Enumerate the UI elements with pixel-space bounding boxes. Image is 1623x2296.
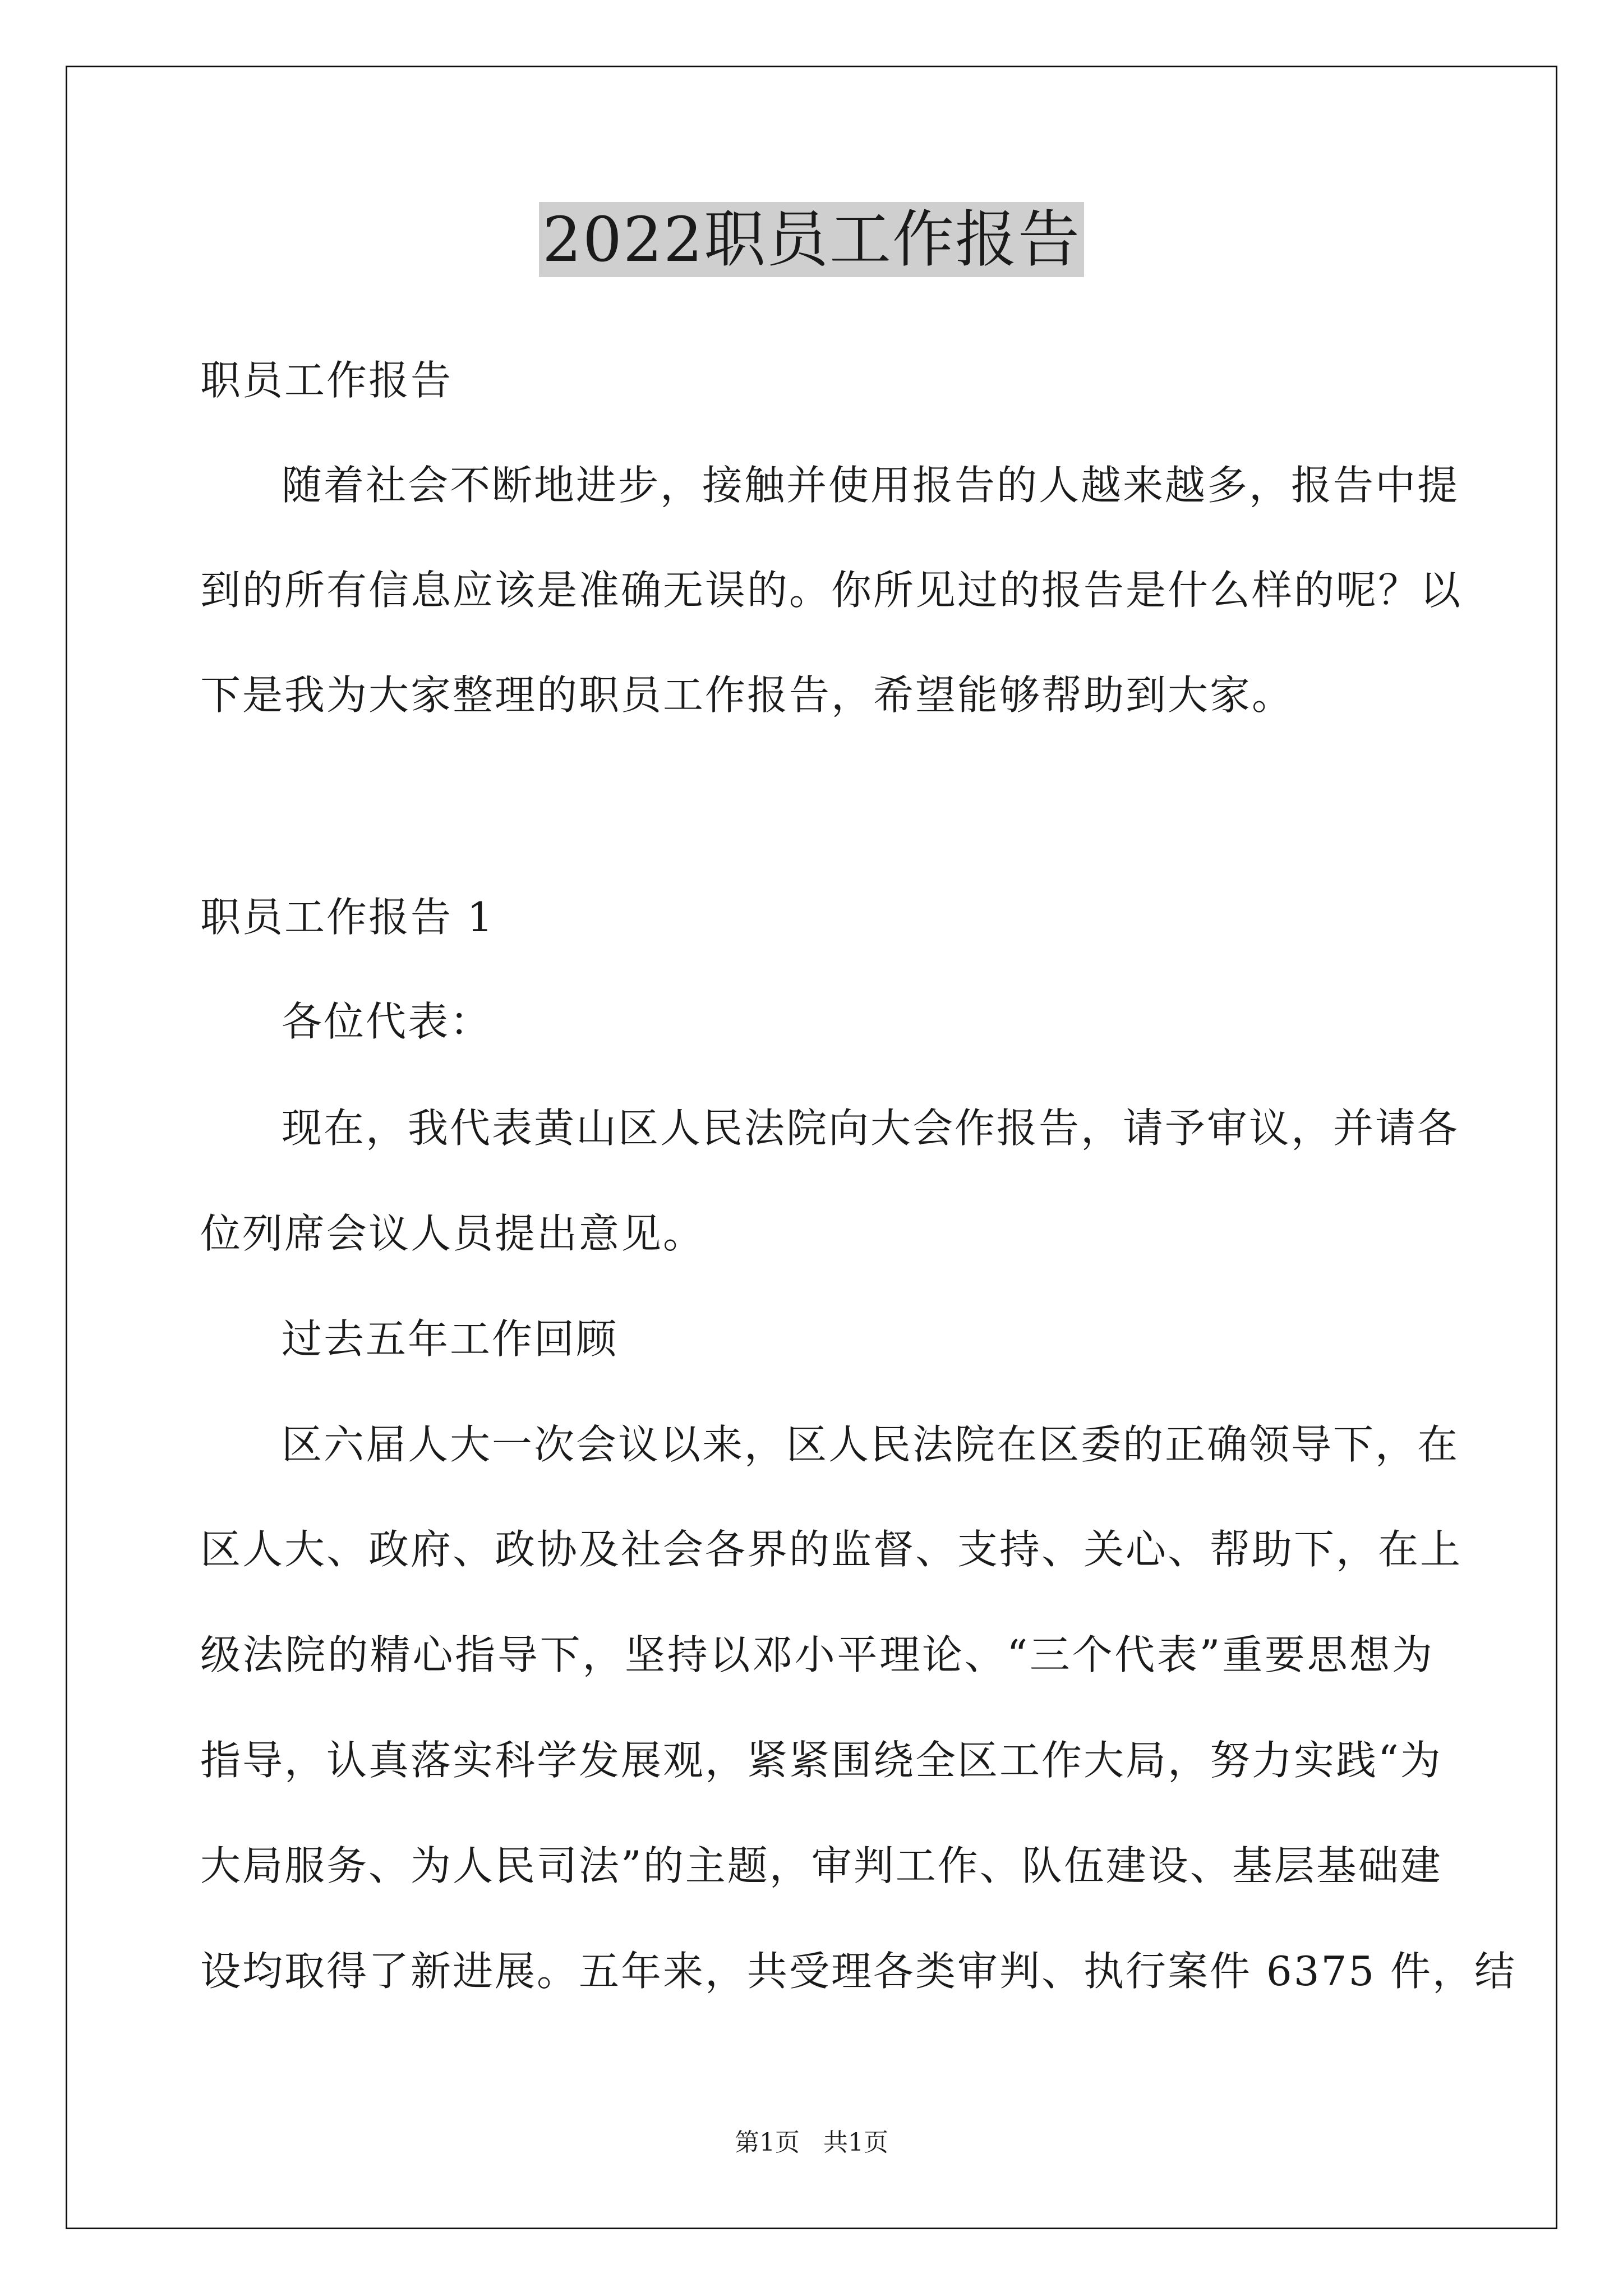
subheading-line: 过去五年工作回顾 — [282, 1315, 619, 1363]
body-line-3: 区六届人大一次会议以来，区人民法院在区委的正确领导下，在 — [282, 1421, 1460, 1468]
body-line-4: 区人大、政府、政协及社会各界的监督、支持、关心、帮助下，在上 — [200, 1526, 1463, 1573]
body-line-8: 设均取得了新进展。五年来，共受理各类审判、执行案件 6375 件，结 — [200, 1948, 1517, 1995]
body-line-6: 指导，认真落实科学发展观，紧紧围绕全区工作大局，努力实践“为 — [200, 1737, 1442, 1784]
body-line-5: 级法院的精心指导下，坚持以邓小平理论、“三个代表”重要思想为 — [200, 1631, 1434, 1678]
salutation-line: 各位代表： — [282, 998, 492, 1045]
title-wrap — [0, 202, 1623, 277]
body-line-7: 大局服务、为人民司法”的主题，审判工作、队伍建设、基层基础建 — [200, 1842, 1442, 1889]
intro-line-3: 下是我为大家整理的职员工作报告，希望能够帮助到大家。 — [200, 671, 1294, 719]
page-footer: 第1页 共1页 — [735, 2128, 888, 2157]
document-title: 2022职员工作报告 — [539, 202, 1084, 277]
intro-line-2: 到的所有信息应该是准确无误的。你所见过的报告是什么样的呢？以 — [200, 567, 1463, 614]
intro-line-1: 随着社会不断地进步，接触并使用报告的人越来越多，报告中提 — [282, 462, 1460, 509]
body-line-2: 位列席会议人员提出意见。 — [200, 1210, 706, 1257]
subtitle-line: 职员工作报告 — [200, 357, 453, 404]
section-heading: 职员工作报告 1 — [200, 894, 495, 941]
body-line-1: 现在，我代表黄山区人民法院向大会作报告，请予审议，并请各 — [282, 1105, 1460, 1152]
